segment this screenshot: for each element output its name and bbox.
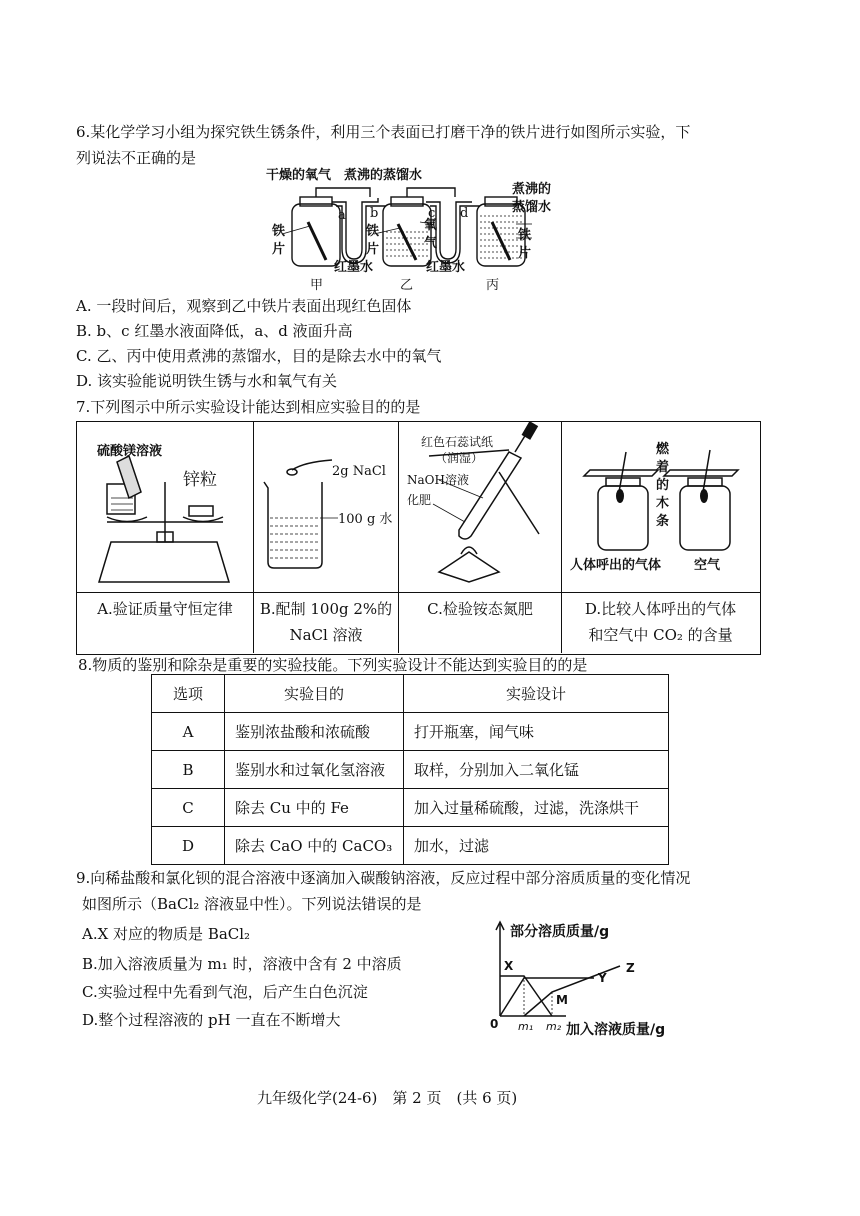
table-row [152,713,669,751]
q6-label-dry-oxygen: 干燥的氧气 [266,168,332,183]
q6-label-piece-yi: 片 [366,242,380,257]
q8-cell-option: D [152,827,225,865]
table-row [152,827,669,865]
q8-cell-purpose: 除去 Cu 中的 Fe [225,789,404,827]
q6-bottle-jia: 甲 [310,278,324,293]
q8-cell-purpose: 鉴别水和过氧化氢溶液 [225,751,404,789]
q8-header-purpose: 实验目的 [225,675,404,713]
q6-stem-line1: 6.某化学学习小组为探究铁生锈条件，利用三个表面已打磨干净的铁片进行如图所示实验，下 [76,123,691,141]
q6-option-d: D. 该实验能说明铁生锈与水和氧气有关 [76,372,338,390]
q6-tube-d: d [460,206,469,221]
q6-tube-b: b [370,206,379,221]
q9-graph-line-x [500,976,552,1016]
q7-c-label-fertilizer: 化肥 [407,493,432,507]
q6-label-piece-bing: 片 [518,246,532,261]
q8-header-option: 选项 [152,675,225,713]
q8-header-row [152,675,669,713]
q7-d-label-5: 条 [656,514,670,529]
q8-stem: 8.物质的鉴别和除杂是重要的实验技能。下列实验设计不能达到实验目的的是 [78,656,588,674]
q7-cell-b [254,422,399,653]
q6-label-red-ink-left: 红墨水 [334,260,374,275]
q8-cell-option: B [152,751,225,789]
table-row [152,789,669,827]
q6-stem-line2: 列说法不正确的是 [76,149,197,167]
q6-option-c: C. 乙、丙中使用煮沸的蒸馏水，目的是除去水中的氧气 [76,347,442,365]
q7-c-caption-1: C.检验铵态氮肥 [427,600,533,618]
q7-d-label-breath: 人体呼出的气体 [570,558,662,573]
q9-option-a: A.X 对应的物质是 BaCl₂ [82,925,251,943]
q7-c-label-naoh: NaOH溶液 [407,473,469,487]
q7-d-label-2: 着 [656,460,670,475]
q9-option-b: B.加入溶液质量为 m₁ 时，溶液中含有 2 中溶质 [82,955,402,973]
q7-figure-grid [76,421,761,655]
q7-a-label-mgso4: 硫酸镁溶液 [97,444,163,459]
q6-label-boiled-water-top: 煮沸的蒸馏水 [344,168,423,183]
q7-stem: 7.下列图示中所示实验设计能达到相应实验目的的是 [76,398,421,416]
q7-cell-c [399,422,562,653]
q8-cell-option: C [152,789,225,827]
q7-c-label-litmus: 红色石蕊试纸 [421,435,494,449]
q6-label-iron-jia: 铁 [272,224,286,239]
q8-cell-purpose: 鉴别浓盐酸和浓硫酸 [225,713,404,751]
q6-label-iron-bing: 铁 [518,228,532,243]
q7-d-caption-1: D.比较人体呼出的气体 [584,600,737,618]
q9-stem-line1: 9.向稀盐酸和氯化钡的混合溶液中逐滴加入碳酸钠溶液，反应过程中部分溶质质量的变化情况 [76,869,691,887]
q9-option-c: C.实验过程中先看到气泡，后产生白色沉淀 [82,983,368,1001]
q8-cell-purpose: 除去 CaO 中的 CaCO₃ [225,827,404,865]
q7-b-label-water: 100 g 水 [338,512,393,527]
q9-option-d: D.整个过程溶液的 pH 一直在不断增大 [82,1011,341,1029]
q7-cell-a [77,422,254,653]
q7-a-caption-1: A.验证质量守恒定律 [97,600,233,618]
q6-label-boiled-water-right-1: 煮沸的 [512,182,552,197]
q9-graph-label-z: Z [626,961,635,975]
q9-graph [486,918,696,1040]
q9-graph-ylabel: 部分溶质质量/g [510,924,610,940]
q6-bottle-yi: 乙 [400,278,414,293]
q7-d-label-air: 空气 [694,558,721,573]
q8-cell-design: 打开瓶塞，闻气味 [404,713,669,751]
q6-option-a: A. 一段时间后，观察到乙中铁片表面出现红色固体 [76,297,412,315]
q8-header-design: 实验设计 [404,675,669,713]
q7-c-label-wet: （润湿） [435,451,484,465]
q9-graph-tick-m1: m₁ [518,1020,534,1033]
q6-option-b: B. b、c 红墨水液面降低，a、d 液面升高 [76,322,353,340]
q6-label-red-ink-right: 红墨水 [426,260,466,275]
q6-bottle-bing: 丙 [486,278,500,293]
q9-graph-tick-m2: m₂ [546,1020,562,1033]
q7-d-label-4: 木 [656,496,670,511]
q7-b-label-nacl: 2g NaCl [332,464,386,479]
q7-d-caption-2: 和空气中 CO₂ 的含量 [588,626,733,644]
q7-d-label-1: 燃 [656,442,670,457]
q6-label-boiled-water-right-2: 蒸馏水 [512,200,552,215]
q7-d-label-3: 的 [656,478,670,493]
q9-graph-origin: 0 [490,1017,499,1031]
q9-graph-label-y: Y [598,971,607,985]
q9-graph-label-x: X [504,959,514,973]
q8-cell-option: A [152,713,225,751]
q6-label-oxygen-2: 气 [424,236,438,251]
q6-tube-a: a [338,208,346,223]
q7-cell-d [562,422,759,653]
q9-stem-line2: 如图所示（BaCl₂ 溶液显中性）。下列说法错误的是 [82,895,422,913]
q7-a-label-zinc: 锌粒 [183,470,217,490]
q8-cell-design: 加入过量稀硫酸，过滤，洗涤烘干 [404,789,669,827]
q6-label-iron-yi: 铁 [366,224,380,239]
q9-graph-xlabel: 加入溶液质量/g [566,1022,666,1038]
page-footer: 九年级化学(24-6) 第 2 页 (共 6 页) [257,1089,518,1107]
q7-b-caption-2: NaCl 溶液 [289,626,363,644]
q9-graph-label-m: M [556,993,568,1007]
q8-cell-design: 取样，分别加入二氧化锰 [404,751,669,789]
q6-label-oxygen-1: 氧 [424,218,438,233]
q8-cell-design: 加水，过滤 [404,827,669,865]
q7-b-beaker-drawing [254,422,397,590]
q8-table [151,674,669,865]
table-row [152,751,669,789]
q7-b-caption-1: B.配制 100g 2%的 [259,600,393,618]
q6-tube-c: c [428,206,436,221]
q6-label-piece-jia: 片 [272,242,286,257]
